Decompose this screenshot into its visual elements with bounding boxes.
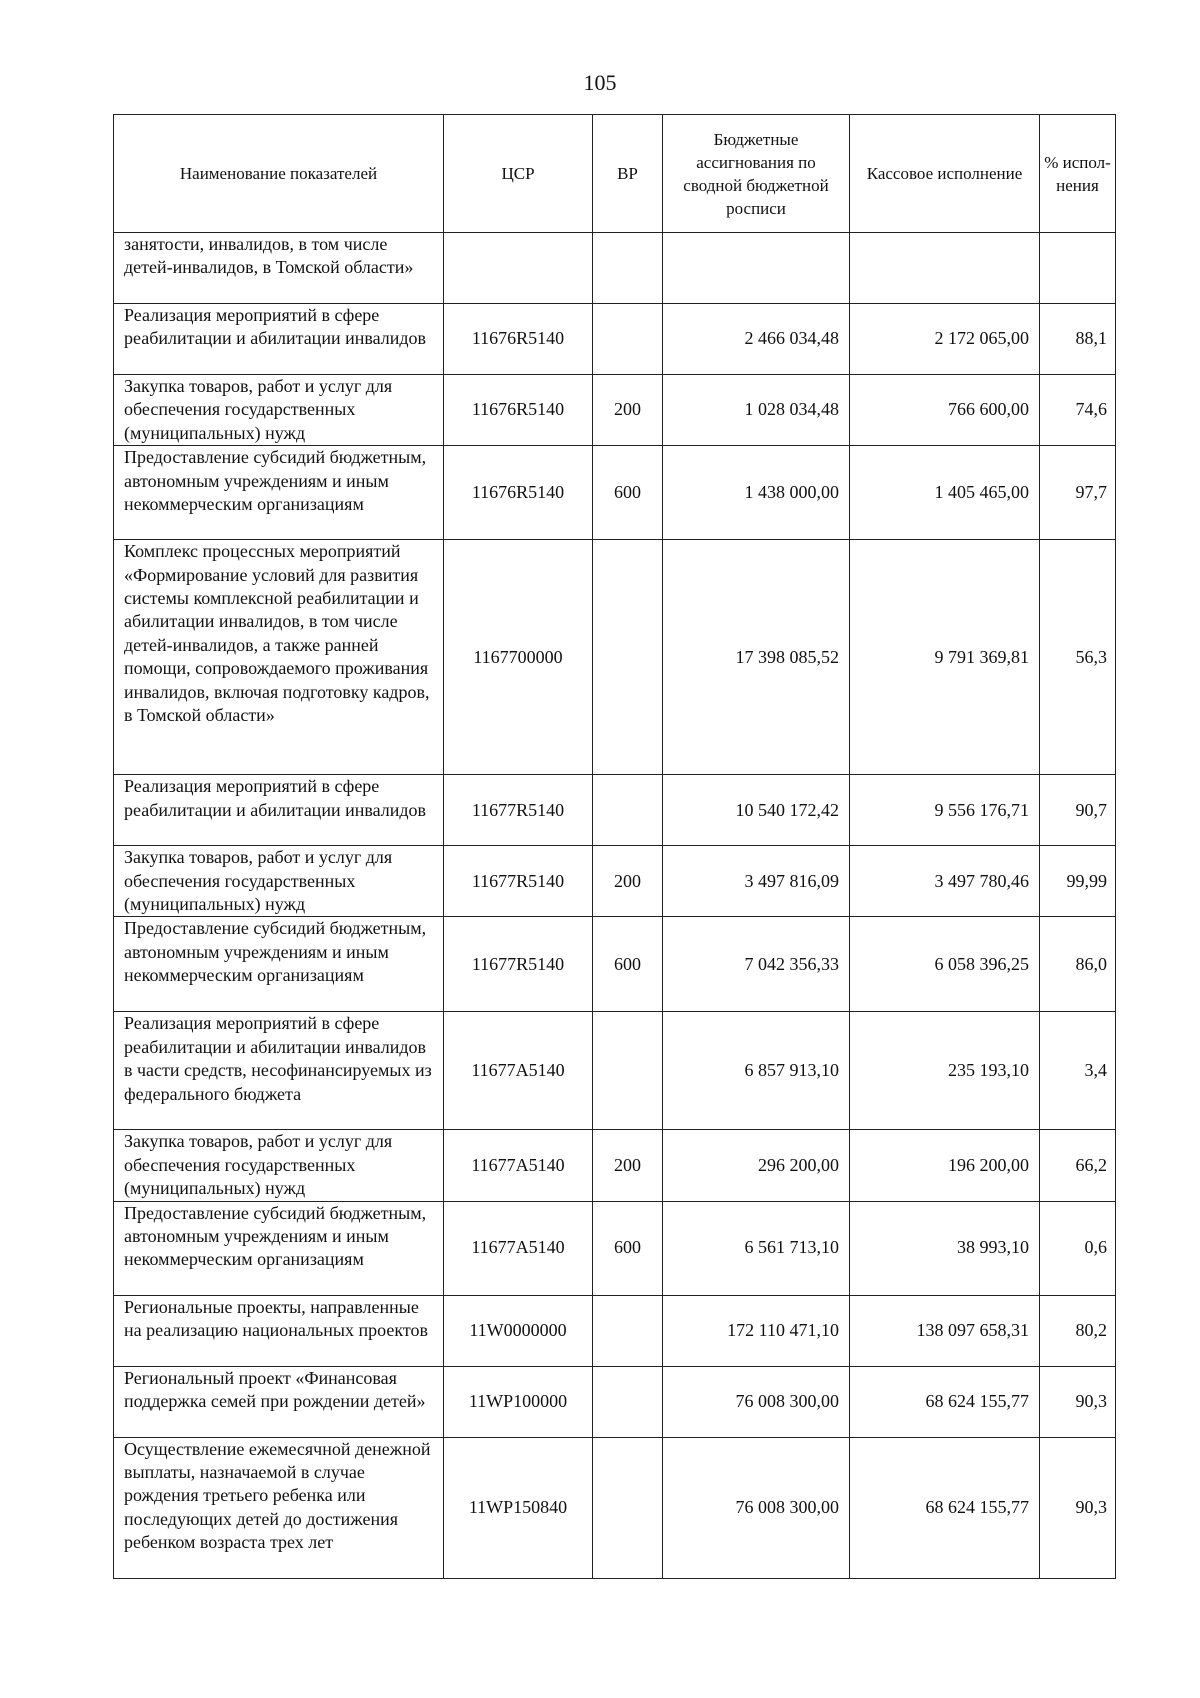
cell-budget: 2 466 034,48 bbox=[663, 304, 850, 375]
table-row bbox=[114, 375, 1116, 446]
cell-budget: 1 438 000,00 bbox=[663, 446, 850, 540]
cell-name: Предоставление субсидий бюджетным, автономным учреждениям и иным некоммерческим организациям bbox=[114, 917, 444, 1012]
cell-name: Предоставление субсидий бюджетным, автономным учреждениям и иным некоммерческим организациям bbox=[114, 446, 444, 540]
cell-name: занятости, инвалидов, в том числе детей-инвалидов, в Томской области» bbox=[114, 233, 444, 304]
cell-name: Реализация мероприятий в сфере реабилитации и абилитации инвалидов bbox=[114, 775, 444, 846]
table-row bbox=[114, 540, 1116, 775]
cell-budget: 296 200,00 bbox=[663, 1130, 850, 1201]
cell-cash bbox=[850, 233, 1040, 304]
cell-pct bbox=[1040, 233, 1116, 304]
cell-name: Закупка товаров, работ и услуг для обеспечения государственных (муниципальных) нужд bbox=[114, 846, 444, 917]
table-row bbox=[114, 304, 1116, 375]
header-vr: ВР bbox=[593, 115, 663, 233]
cell-cash: 1 405 465,00 bbox=[850, 446, 1040, 540]
cell-budget: 10 540 172,42 bbox=[663, 775, 850, 846]
cell-name: Предоставление субсидий бюджетным, автономным учреждениям и иным некоммерческим организациям bbox=[114, 1201, 444, 1295]
cell-vr bbox=[593, 1437, 663, 1578]
table-header-row bbox=[114, 115, 1116, 233]
cell-cash: 6 058 396,25 bbox=[850, 917, 1040, 1012]
header-pct: % испол-нения bbox=[1040, 115, 1116, 233]
cell-cash: 3 497 780,46 bbox=[850, 846, 1040, 917]
header-cash: Кассовое исполнение bbox=[850, 115, 1040, 233]
cell-budget: 17 398 085,52 bbox=[663, 540, 850, 775]
cell-csr: 11676R5140 bbox=[444, 375, 593, 446]
cell-vr: 200 bbox=[593, 375, 663, 446]
cell-vr: 600 bbox=[593, 446, 663, 540]
cell-vr bbox=[593, 1366, 663, 1437]
cell-cash: 9 791 369,81 bbox=[850, 540, 1040, 775]
table-row bbox=[114, 1437, 1116, 1578]
budget-execution-table bbox=[113, 114, 1116, 1579]
cell-csr: 11677R5140 bbox=[444, 846, 593, 917]
cell-vr bbox=[593, 1012, 663, 1130]
cell-name: Реализация мероприятий в сфере реабилитации и абилитации инвалидов bbox=[114, 304, 444, 375]
table-row bbox=[114, 1295, 1116, 1366]
cell-cash: 9 556 176,71 bbox=[850, 775, 1040, 846]
table-row bbox=[114, 846, 1116, 917]
table-row bbox=[114, 775, 1116, 846]
cell-budget: 3 497 816,09 bbox=[663, 846, 850, 917]
header-budget: Бюджетные ассигнования по сводной бюджетной росписи bbox=[663, 115, 850, 233]
cell-budget: 1 028 034,48 bbox=[663, 375, 850, 446]
cell-csr: 11WP150840 bbox=[444, 1437, 593, 1578]
cell-csr: 11WP100000 bbox=[444, 1366, 593, 1437]
cell-pct: 74,6 bbox=[1040, 375, 1116, 446]
cell-vr bbox=[593, 540, 663, 775]
cell-pct: 99,99 bbox=[1040, 846, 1116, 917]
cell-budget: 76 008 300,00 bbox=[663, 1366, 850, 1437]
cell-vr bbox=[593, 1295, 663, 1366]
cell-pct: 97,7 bbox=[1040, 446, 1116, 540]
cell-pct: 88,1 bbox=[1040, 304, 1116, 375]
cell-budget: 76 008 300,00 bbox=[663, 1437, 850, 1578]
cell-vr: 600 bbox=[593, 917, 663, 1012]
table-row bbox=[114, 1201, 1116, 1295]
cell-cash: 68 624 155,77 bbox=[850, 1366, 1040, 1437]
cell-pct: 90,3 bbox=[1040, 1437, 1116, 1578]
cell-vr: 600 bbox=[593, 1201, 663, 1295]
cell-name: Закупка товаров, работ и услуг для обеспечения государственных (муниципальных) нужд bbox=[114, 1130, 444, 1201]
table-row bbox=[114, 1012, 1116, 1130]
cell-name: Осуществление ежемесячной денежной выплаты, назначаемой в случае рождения третьего ребенка или последующих детей до достижения ребенком возраста трех лет bbox=[114, 1437, 444, 1578]
cell-budget: 172 110 471,10 bbox=[663, 1295, 850, 1366]
cell-name: Реализация мероприятий в сфере реабилитации и абилитации инвалидов в части средств, несофинансируемых из федерального бюджета bbox=[114, 1012, 444, 1130]
cell-budget: 7 042 356,33 bbox=[663, 917, 850, 1012]
cell-csr: 11W0000000 bbox=[444, 1295, 593, 1366]
cell-cash: 68 624 155,77 bbox=[850, 1437, 1040, 1578]
table-row bbox=[114, 233, 1116, 304]
table-row bbox=[114, 1366, 1116, 1437]
cell-cash: 38 993,10 bbox=[850, 1201, 1040, 1295]
cell-csr: 1167700000 bbox=[444, 540, 593, 775]
cell-pct: 90,7 bbox=[1040, 775, 1116, 846]
cell-name: Закупка товаров, работ и услуг для обеспечения государственных (муниципальных) нужд bbox=[114, 375, 444, 446]
cell-csr: 11677R5140 bbox=[444, 917, 593, 1012]
cell-cash: 235 193,10 bbox=[850, 1012, 1040, 1130]
cell-csr: 11677A5140 bbox=[444, 1201, 593, 1295]
cell-pct: 80,2 bbox=[1040, 1295, 1116, 1366]
cell-vr bbox=[593, 304, 663, 375]
cell-pct: 90,3 bbox=[1040, 1366, 1116, 1437]
header-csr: ЦСР bbox=[444, 115, 593, 233]
cell-name: Региональный проект «Финансовая поддержка семей при рождении детей» bbox=[114, 1366, 444, 1437]
cell-pct: 0,6 bbox=[1040, 1201, 1116, 1295]
cell-cash: 2 172 065,00 bbox=[850, 304, 1040, 375]
cell-pct: 56,3 bbox=[1040, 540, 1116, 775]
table-row bbox=[114, 1130, 1116, 1201]
cell-csr: 11677R5140 bbox=[444, 775, 593, 846]
cell-csr: 11677A5140 bbox=[444, 1130, 593, 1201]
cell-budget: 6 561 713,10 bbox=[663, 1201, 850, 1295]
cell-cash: 138 097 658,31 bbox=[850, 1295, 1040, 1366]
cell-cash: 766 600,00 bbox=[850, 375, 1040, 446]
cell-pct: 86,0 bbox=[1040, 917, 1116, 1012]
cell-name: Региональные проекты, направленные на реализацию национальных проектов bbox=[114, 1295, 444, 1366]
cell-budget: 6 857 913,10 bbox=[663, 1012, 850, 1130]
cell-name: Комплекс процессных мероприятий «Формирование условий для развития системы комплексной реабилитации и абилитации инвалидов, в том числе детей-инвалидов, а также ранней помощи, сопровождаемого проживания инвалидов, включая подготовку кадров, в Томской области» bbox=[114, 540, 444, 775]
cell-vr: 200 bbox=[593, 1130, 663, 1201]
cell-budget bbox=[663, 233, 850, 304]
cell-vr bbox=[593, 775, 663, 846]
cell-pct: 3,4 bbox=[1040, 1012, 1116, 1130]
table-row bbox=[114, 446, 1116, 540]
cell-cash: 196 200,00 bbox=[850, 1130, 1040, 1201]
header-name: Наименование показателей bbox=[114, 115, 444, 233]
page-number: 105 bbox=[583, 70, 617, 95]
cell-csr: 11677A5140 bbox=[444, 1012, 593, 1130]
cell-csr bbox=[444, 233, 593, 304]
table-row bbox=[114, 917, 1116, 1012]
cell-pct: 66,2 bbox=[1040, 1130, 1116, 1201]
cell-vr: 200 bbox=[593, 846, 663, 917]
cell-csr: 11676R5140 bbox=[444, 304, 593, 375]
cell-csr: 11676R5140 bbox=[444, 446, 593, 540]
cell-vr bbox=[593, 233, 663, 304]
